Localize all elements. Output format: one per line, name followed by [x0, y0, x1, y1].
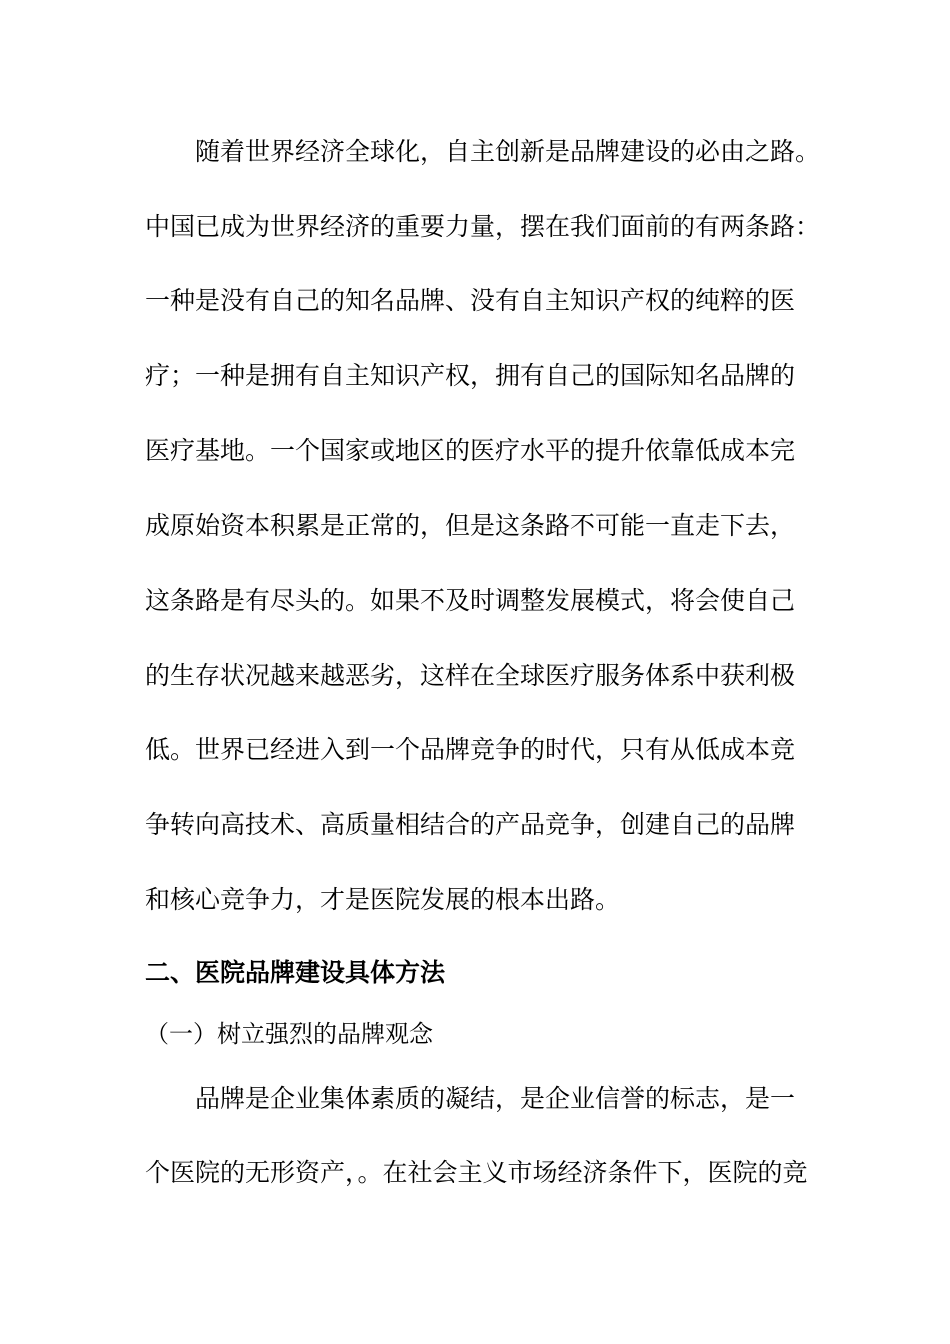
paragraph-line: 疗；一种是拥有自主知识产权，拥有自己的国际知名品牌的 — [145, 361, 796, 390]
subsection-heading: （一）树立强烈的品牌观念 — [145, 1020, 433, 1048]
paragraph-line: 成原始资本积累是正常的，但是这条路不可能一直走下去， — [145, 511, 796, 540]
paragraph-line: 品牌是企业集体素质的凝结，是企业信誉的标志，是一 — [195, 1084, 796, 1113]
paragraph-line: 一种是没有自己的知名品牌、没有自主知识产权的纯粹的医 — [145, 286, 796, 315]
paragraph-line: 随着世界经济全球化，自主创新是品牌建设的必由之路。 — [195, 137, 821, 166]
paragraph-line: 这条路是有尽头的。如果不及时调整发展模式，将会使自己 — [145, 586, 796, 615]
paragraph-line: 中国已成为世界经济的重要力量，摆在我们面前的有两条路： — [145, 212, 821, 241]
section-heading: 二、医院品牌建设具体方法 — [145, 958, 446, 987]
paragraph-line: 的生存状况越来越恶劣，这样在全球医疗服务体系中获利极 — [145, 661, 796, 690]
paragraph-line: 争转向高技术、高质量相结合的产品竞争，创建自己的品牌 — [145, 810, 796, 839]
paragraph-line: 低。世界已经进入到一个品牌竞争的时代，只有从低成本竞 — [145, 735, 796, 764]
paragraph-line: 医疗基地。一个国家或地区的医疗水平的提升依靠低成本完 — [145, 436, 796, 465]
paragraph-line: 个医院的无形资产，。在社会主义市场经济条件下，医院的竞 — [145, 1158, 808, 1187]
paragraph-line: 和核心竞争力，才是医院发展的根本出路。 — [145, 885, 621, 914]
